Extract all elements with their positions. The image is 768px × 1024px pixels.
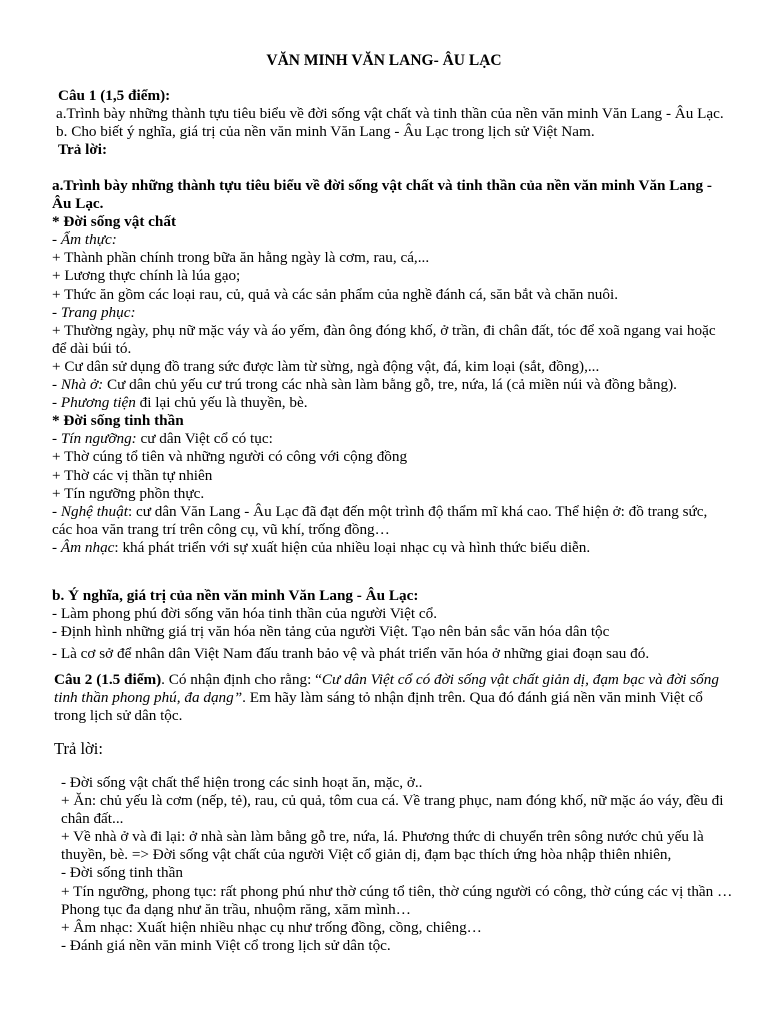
art-line — [52, 503, 730, 539]
answer-2-line: - Đánh giá nền văn minh Việt cổ trong lịch sử dân tộc. — [61, 936, 391, 954]
clothing-label: - Trang phục: — [52, 303, 136, 321]
answer-1a-heading: a.Trình bày những thành tựu tiêu biểu về đời sống vật chất và tinh thần của nền văn minh Văn Lang - Âu Lạc. — [52, 177, 712, 213]
question-2-label: Câu 2 (1.5 điểm) — [54, 671, 162, 688]
answer-2-label: Trả lời: — [54, 739, 103, 758]
answer-label: Trả lời: — [58, 141, 108, 159]
clothing-item: + Thường ngày, phụ nữ mặc váy và áo yếm, đàn ông đóng khố, ở trần, đi chân đất, tóc để xoã ngang vai hoặc để dài búi tó. — [52, 321, 716, 357]
music-text: : khá phát triển với sự xuất hiện của nhiều loại nhạc cụ và hình thức biểu diễn. — [114, 538, 591, 556]
food-item: + Thành phần chính trong bữa ăn hằng ngày là cơm, rau, cá,... — [52, 249, 430, 267]
belief-label: - Tín ngưỡng: — [52, 430, 137, 448]
material-life-heading: * Đời sống vật chất — [52, 213, 177, 231]
answer-1b-heading: b. Ý nghĩa, giá trị của nền văn minh Văn Lang - Âu Lạc: — [52, 587, 419, 604]
food-item: + Lương thực chính là lúa gạo; — [52, 267, 241, 285]
answer-1a-block — [52, 177, 730, 557]
food-label: - Ẩm thực: — [52, 231, 117, 249]
question-1-part-a: a.Trình bày những thành tựu tiêu biểu về đời sống vật chất và tinh thần của nền văn minh Văn Lang - Âu Lạc. — [56, 105, 724, 123]
question-2-quote: Cư dân Việt cổ có đời sống vật chất giản dị, đạm bạc và đời sống tinh thần phong phú, đa dạng” — [54, 671, 719, 707]
answer-2-line: + Tín ngưỡng, phong tục: rất phong phú như thờ cúng tổ tiên, thờ cúng người có công, thờ cúng các vị thần …Phong tục đa dạng như ăn trầu, nhuộm răng, xăm mình… — [61, 882, 733, 918]
belief-item: + Thờ các vị thần tự nhiên — [52, 466, 213, 484]
housing-label: - Nhà ở: — [52, 376, 104, 394]
question-2-block — [54, 671, 730, 725]
food-item: + Thức ăn gồm các loại rau, củ, quả và các sản phẩm của nghề đánh cá, săn bắt và chăn nuôi. — [52, 285, 618, 303]
belief-item: + Thờ cúng tổ tiên và những người có công với cộng đồng — [52, 448, 408, 466]
clothing-item: + Cư dân sử dụng đồ trang sức được làm từ sừng, ngà động vật, đá, kim loại (sắt, đồng),... — [52, 357, 600, 375]
belief-item: + Tín ngưỡng phồn thực. — [52, 484, 205, 502]
question-2-intro: . Có nhận định cho rằng: “ — [161, 671, 322, 688]
answer-2-block — [61, 774, 737, 955]
transport-label: - Phương tiện — [52, 394, 136, 412]
significance-item: - Là cơ sở để nhân dân Việt Nam đấu tranh bảo vệ và phát triển văn hóa ở những giai đoạn sau đó. — [52, 645, 650, 663]
belief-text: cư dân Việt cổ có tục: — [136, 430, 273, 448]
art-label: - Nghệ thuật — [52, 502, 128, 520]
document-title: VĂN MINH VĂN LANG- ÂU LẠC — [266, 52, 502, 69]
art-text: : cư dân Văn Lang - Âu Lạc đã đạt đến một trình độ thẩm mĩ khá cao. Thể hiện ở: đồ trang sức, các hoa văn trang trí trên công cụ, vũ khí, trống đồng… — [52, 502, 708, 538]
music-label: - Âm nhạc — [52, 538, 115, 556]
answer-2-line: - Đời sống vật chất thể hiện trong các sinh hoạt ăn, mặc, ở.. — [61, 774, 423, 791]
question-2-prompt — [54, 671, 730, 725]
question-1-label: Câu 1 (1,5 điểm): — [58, 87, 171, 104]
belief-line — [52, 430, 730, 448]
question-2-rest: . Em hãy làm sáng tỏ nhận định trên. Qua đó đánh giá nền văn minh Việt cổ trong lịch sử dân tộc. — [54, 689, 703, 725]
spiritual-life-heading: * Đời sống tinh thần — [52, 412, 184, 430]
transport-text: đi lại chủ yếu là thuyền, bè. — [135, 394, 308, 412]
answer-2-line: + Về nhà ở và đi lại: ở nhà sàn làm bằng gỗ tre, nứa, lá. Phương thức di chuyển trên sông nước chủ yếu là thuyền, bè. => Đời sống vật chất của người Việt cổ giản dị, đạm bạc thích ứng hòa nhập thiên nhiên, — [61, 828, 704, 864]
housing-text: Cư dân chủ yếu cư trú trong các nhà sàn làm bằng gỗ, tre, nứa, lá (cả miền núi và đồng bằng). — [103, 376, 677, 394]
music-line — [52, 539, 730, 557]
question-1-part-b: b. Cho biết ý nghĩa, giá trị của nền văn minh Văn Lang - Âu Lạc trong lịch sử Việt Nam. — [56, 123, 595, 141]
answer-2-line: - Đời sống tinh thần — [61, 864, 183, 882]
answer-1b-block — [52, 587, 730, 663]
answer-2-line: + Ăn: chủ yếu là cơm (nếp, tẻ), rau, củ quả, tôm cua cá. Về trang phục, nam đóng khố, nữ mặc áo váy, đều đi chân đất... — [61, 792, 724, 828]
significance-item: - Định hình những giá trị văn hóa nền tảng của người Việt. Tạo nên bản sắc văn hóa dân tộc — [52, 623, 610, 641]
answer-2-line: + Âm nhạc: Xuất hiện nhiều nhạc cụ như trống đồng, cồng, chiêng… — [61, 918, 482, 936]
housing-line — [52, 376, 730, 394]
transport-line — [52, 394, 730, 412]
significance-item: - Làm phong phú đời sống văn hóa tinh thần của người Việt cổ. — [52, 605, 438, 623]
question-1-block — [56, 87, 728, 159]
